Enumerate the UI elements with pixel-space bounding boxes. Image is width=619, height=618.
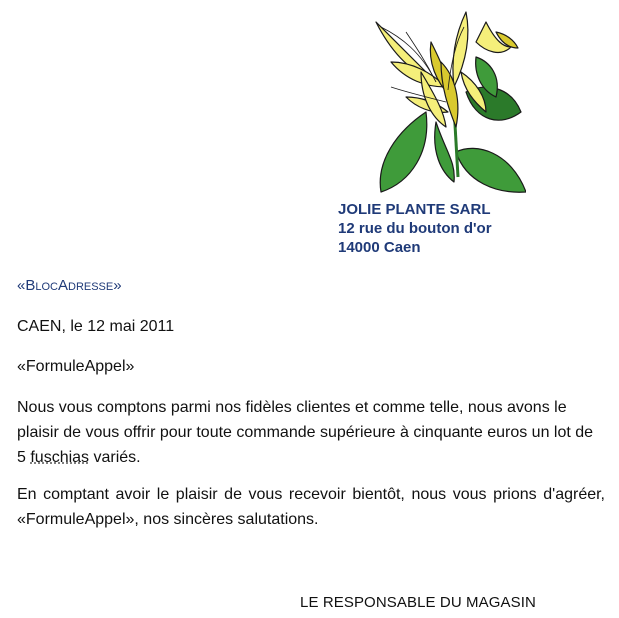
body-paragraph-2: En comptant avoir le plaisir de vous recevoir bientôt, nous vous prions d'agréer, «FormuleAppel», nos sincères salutations. (17, 486, 605, 528)
leaf (456, 148, 526, 192)
company-header (338, 200, 492, 257)
signature: LE RESPONSABLE DU MAGASIN (300, 594, 536, 611)
company-street: 12 rue du bouton d'or (338, 220, 492, 237)
company-city: 14000 Caen (338, 239, 421, 256)
spelling-flag-word: fuschias (30, 449, 90, 466)
honeysuckle-flower-icon (336, 2, 526, 198)
company-name: JOLIE PLANTE SARL (338, 201, 491, 218)
leaf (380, 112, 427, 192)
leaf (435, 122, 455, 182)
date-line: CAEN, le 12 mai 2011 (17, 318, 175, 335)
address-merge-field: «BLOCADRESSE» (17, 277, 122, 294)
body-paragraph-1: Nous vous comptons parmi nos fidèles clientes et comme telle, nous avons le plaisir de vous offrir pour toute commande supérieure à cinquante euros un lot de 5 fuschias variés. (17, 399, 594, 466)
greeting: «FormuleAppel» (17, 358, 135, 375)
